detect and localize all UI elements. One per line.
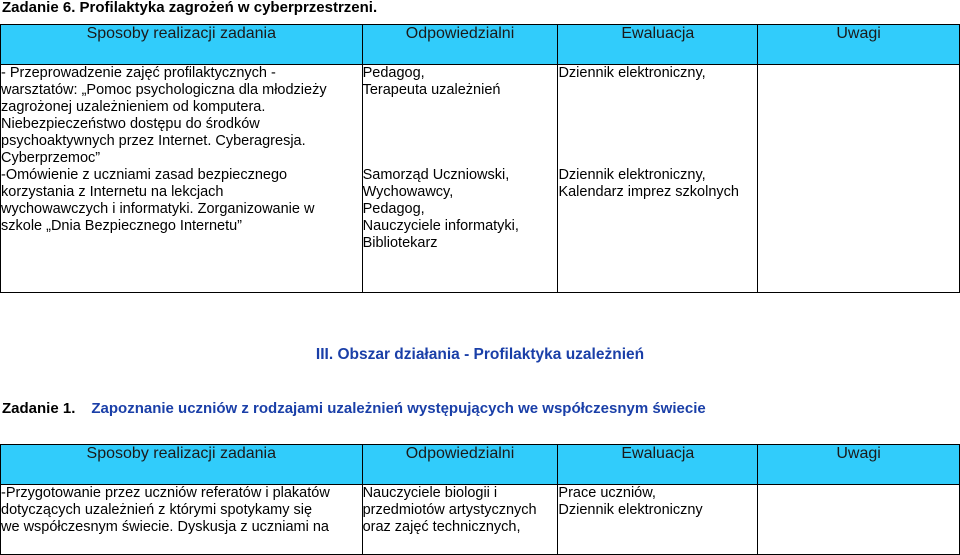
table-row [1,485,960,555]
responsible-cell [362,485,558,555]
evaluation-text: Dziennik elektroniczny, Kalendarz imprez szkolnych [558,167,739,200]
method-text: -Przygotowanie przez uczniów referatów i plakatów dotyczących uzależnień z którymi spotykamy się we współczesnym świecie. Dyskusja z uczniami na [1,485,330,535]
task6-table [0,24,960,293]
responsible-cell [362,65,558,293]
notes-cell [758,65,960,293]
task1-header-row [1,445,960,485]
evaluation-cell [558,485,758,555]
evaluation-cell [558,65,758,293]
header-evaluation: Ewaluacja [558,25,758,65]
header-methods: Sposoby realizacji zadania [1,445,363,485]
evaluation-text: Prace uczniów, Dziennik elektroniczny [558,485,703,518]
notes-cell [758,485,960,555]
methods-cell [1,485,363,555]
header-methods: Sposoby realizacji zadania [1,25,363,65]
task1-label: Zadanie 1. [2,400,76,417]
table-row [1,65,960,293]
method-text: - Przeprowadzenie zajęć profilaktycznych - warsztatów: „Pomoc psychologiczna dla młodzieży zagrożonej uzależnieniem od komputera. Niebezpieczeństwo dostępu do środków psychoaktywnych przez Internet. Cyberagresja. Cyberprzemoc” [1,65,327,166]
method-text: -Omówienie z uczniami zasad bezpiecznego korzystania z Internetu na lekcjach wychowawczych i informatyki. Zorganizowanie w szkole „Dnia Bezpiecznego Internetu” [1,167,315,234]
task1-heading [2,400,706,417]
task6-title: Zadanie 6. Profilaktyka zagrożeń w cyberprzestrzeni. [2,0,378,16]
responsible-text: Nauczyciele biologii i przedmiotów artystycznych oraz zajęć technicznych, [362,485,537,535]
header-responsible: Odpowiedzialni [362,445,558,485]
responsible-text: Pedagog, Terapeuta uzależnień [362,65,501,98]
header-responsible: Odpowiedzialni [362,25,558,65]
methods-cell [1,65,363,293]
evaluation-text: Dziennik elektroniczny, [558,65,706,81]
task1-table [0,444,960,555]
section-banner: III. Obszar działania - Profilaktyka uzależnień [315,346,645,363]
task6-header-row [1,25,960,65]
task1-title: Zapoznanie uczniów z rodzajami uzależnień występujących we współczesnym świecie [91,400,706,417]
header-notes: Uwagi [758,25,960,65]
header-evaluation: Ewaluacja [558,445,758,485]
responsible-text: Samorząd Uczniowski, Wychowawcy, Pedagog, Nauczyciele informatyki, Bibliotekarz [362,167,519,251]
header-notes: Uwagi [758,445,960,485]
